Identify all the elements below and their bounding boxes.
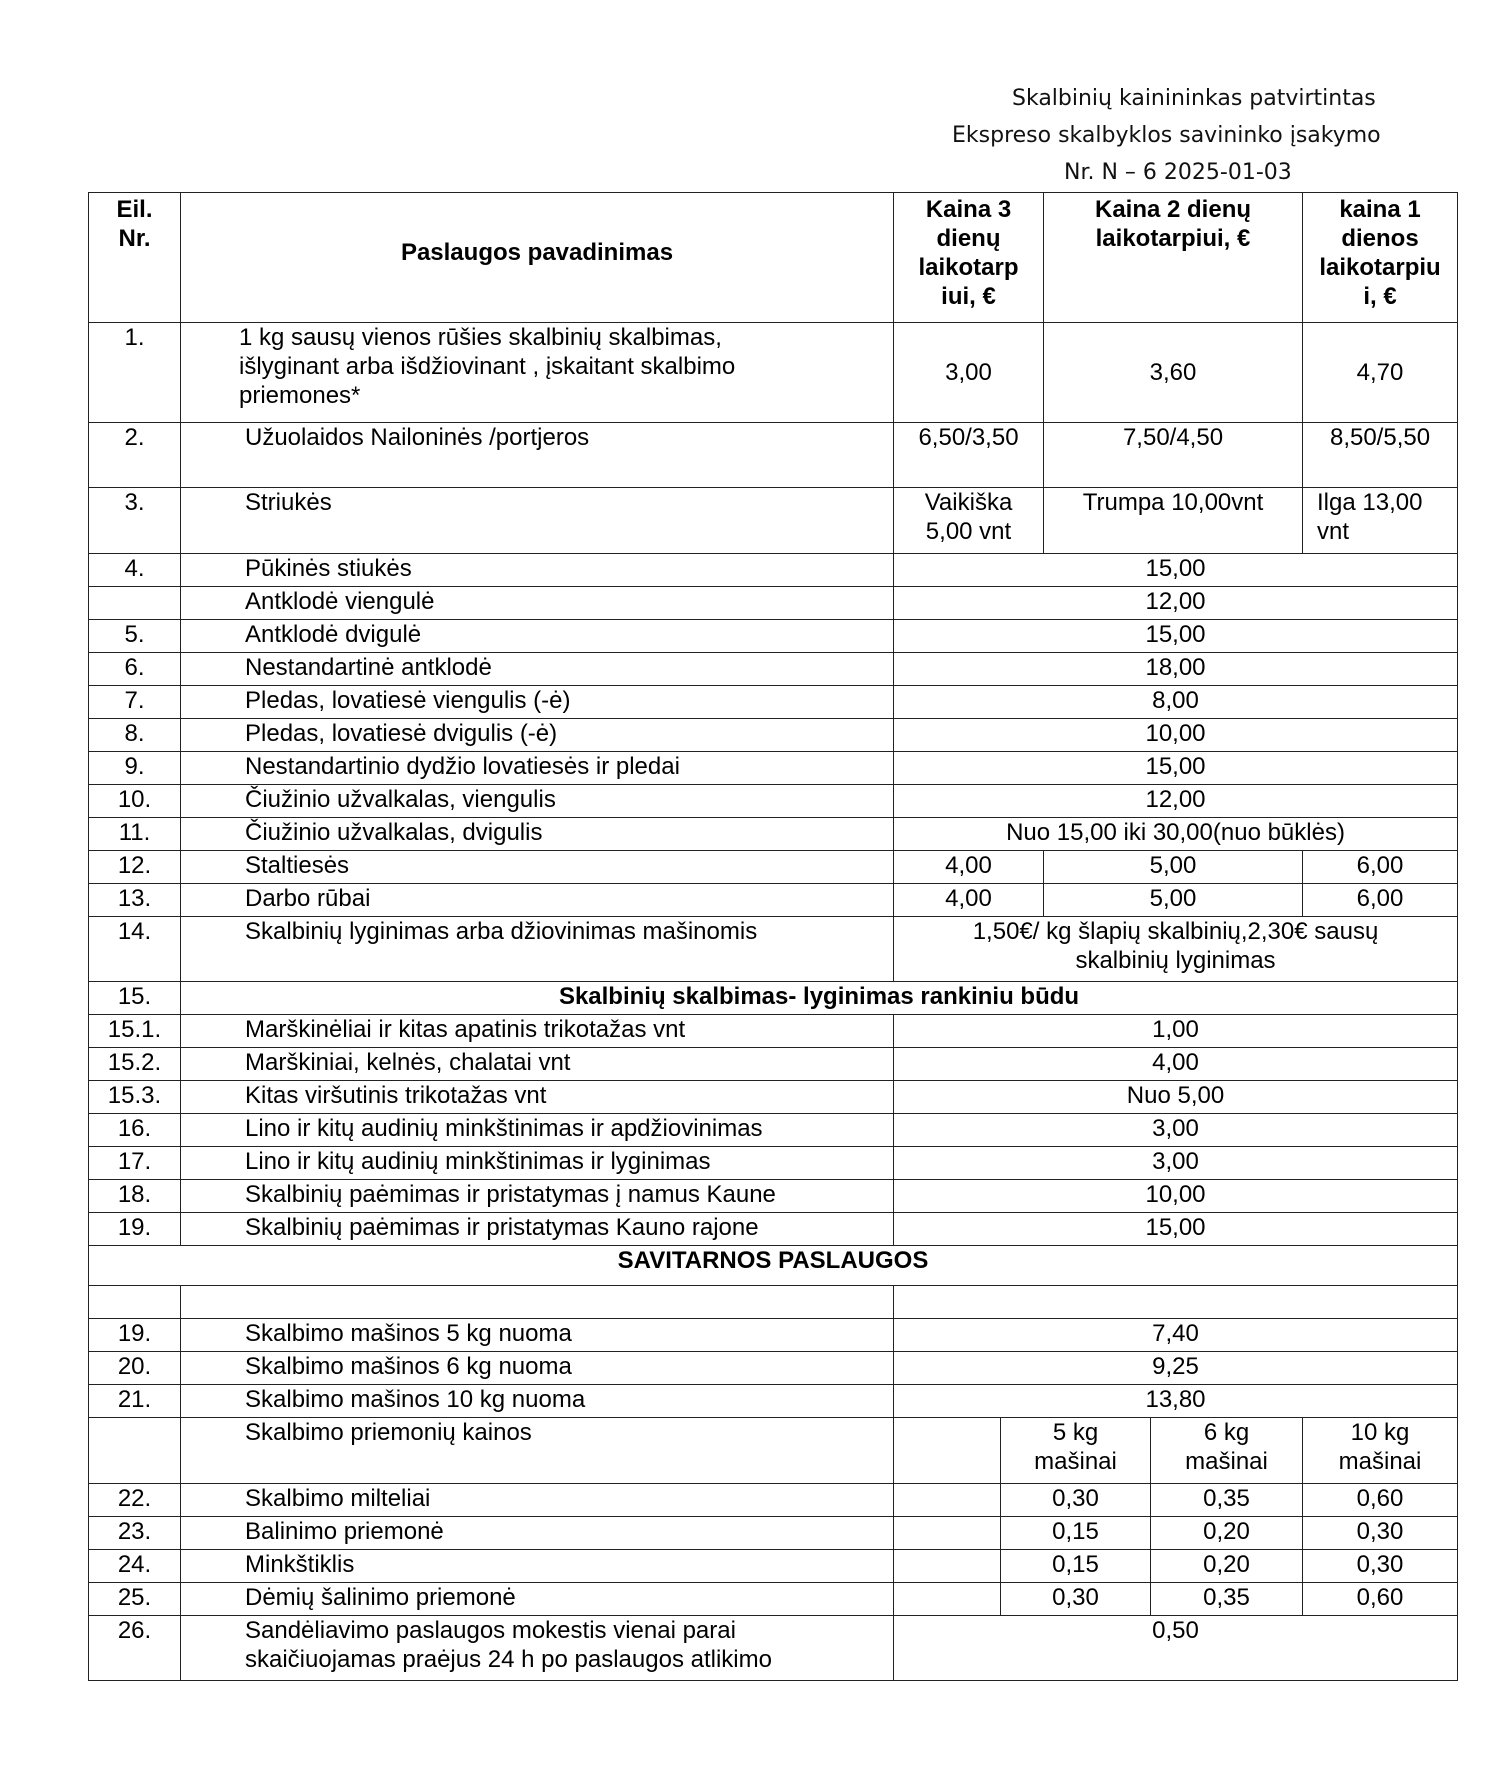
- table-row: [89, 620, 1458, 653]
- price: 8,00: [894, 686, 1458, 719]
- row-number: 25.: [89, 1583, 181, 1616]
- service-name: Pledas, lovatiesė viengulis (-ė): [181, 686, 894, 719]
- table-row: [89, 587, 1458, 620]
- table-row: [89, 1517, 1458, 1550]
- price-line: Ilga 13,00: [1317, 489, 1423, 516]
- self-service-title: SAVITARNOS PASLAUGOS: [89, 1246, 1458, 1286]
- header-nr-line: Eil.: [116, 196, 153, 223]
- price-3-days: 6,50/3,50: [894, 423, 1044, 488]
- empty-cell: [894, 1418, 1001, 1484]
- price-6kg: 0,20: [1151, 1517, 1303, 1550]
- table-row: [89, 917, 1458, 982]
- service-name: Skalbimo milteliai: [181, 1484, 894, 1517]
- header-10kg: [1303, 1418, 1458, 1484]
- row-number: 11.: [89, 818, 181, 851]
- table-row: [89, 1352, 1458, 1385]
- approval-line-1: Skalbinių kainininkas patvirtintas: [1012, 86, 1376, 111]
- service-name: Striukės: [181, 488, 894, 554]
- service-name-line: išlyginant arba išdžiovinant , įskaitant skalbimo: [239, 353, 736, 380]
- price-line: 1,50€/ kg šlapių skalbinių,2,30€ sausų: [972, 918, 1379, 945]
- price-5kg: 0,30: [1001, 1583, 1151, 1616]
- price: 0,50: [894, 1616, 1458, 1681]
- header-line: 5 kg: [1052, 1419, 1099, 1446]
- price: 15,00: [894, 1213, 1458, 1246]
- price-6kg: 0,20: [1151, 1550, 1303, 1583]
- price-2-days: 3,60: [1044, 323, 1303, 423]
- table-row: [89, 1213, 1458, 1246]
- table-row: [89, 423, 1458, 488]
- table-row: [89, 1048, 1458, 1081]
- table-row: [89, 1385, 1458, 1418]
- table-row: [89, 884, 1458, 917]
- price-line: Vaikiška: [924, 489, 1013, 516]
- price-2-days: 7,50/4,50: [1044, 423, 1303, 488]
- row-number: 15.1.: [89, 1015, 181, 1048]
- price: 15,00: [894, 620, 1458, 653]
- price: 12,00: [894, 587, 1458, 620]
- row-number: 24.: [89, 1550, 181, 1583]
- table-row: [89, 1583, 1458, 1616]
- price: 15,00: [894, 752, 1458, 785]
- service-name: Lino ir kitų audinių minkštinimas ir apdžiovinimas: [181, 1114, 894, 1147]
- table-row: [89, 653, 1458, 686]
- price: Nuo 15,00 iki 30,00(nuo būklės): [894, 818, 1458, 851]
- row-number: 22.: [89, 1484, 181, 1517]
- table-row: [89, 1319, 1458, 1352]
- service-name: Skalbimo mašinos 5 kg nuoma: [181, 1319, 894, 1352]
- empty-row: [89, 1286, 1458, 1319]
- approval-line-2: Ekspreso skalbyklos savininko įsakymo: [952, 123, 1381, 148]
- service-name: Antklodė viengulė: [181, 587, 894, 620]
- row-number: 12.: [89, 851, 181, 884]
- row-number: 5.: [89, 620, 181, 653]
- service-name-line: skaičiuojamas praėjus 24 h po paslaugos atlikimo: [245, 1646, 772, 1673]
- price-10kg: 0,60: [1303, 1484, 1458, 1517]
- header-line: 6 kg: [1203, 1419, 1250, 1446]
- header-name: Paslaugos pavadinimas: [181, 193, 894, 323]
- row-number: 6.: [89, 653, 181, 686]
- header-line: Kaina 2 dienų: [1094, 196, 1252, 223]
- price-1-day: 4,70: [1303, 323, 1458, 423]
- header-line: mašinai: [1338, 1448, 1422, 1475]
- header-line: iui, €: [941, 283, 996, 310]
- header-line: laikotarp: [918, 254, 1019, 281]
- service-name: Darbo rūbai: [181, 884, 894, 917]
- price-6kg: 0,35: [1151, 1484, 1303, 1517]
- service-name: Užuolaidos Nailoninės /portjeros: [181, 423, 894, 488]
- price-3-days: 4,00: [894, 884, 1044, 917]
- service-name: Staltiesės: [181, 851, 894, 884]
- price-6kg: 0,35: [1151, 1583, 1303, 1616]
- price: 10,00: [894, 719, 1458, 752]
- row-number: 15.3.: [89, 1081, 181, 1114]
- price: 15,00: [894, 554, 1458, 587]
- empty-cell: [181, 1286, 894, 1319]
- header-line: Kaina 3: [925, 196, 1012, 223]
- row-number: 1.: [89, 323, 181, 423]
- service-name: Pūkinės stiukės: [181, 554, 894, 587]
- price: 3,00: [894, 1114, 1458, 1147]
- row-number: 19.: [89, 1319, 181, 1352]
- header-line: laikotarpiu: [1319, 254, 1441, 281]
- table-row: [89, 1081, 1458, 1114]
- header-5kg: [1001, 1418, 1151, 1484]
- row-number: 19.: [89, 1213, 181, 1246]
- price-2-days: 5,00: [1044, 884, 1303, 917]
- empty-cell: [89, 1418, 181, 1484]
- service-name: Skalbinių paėmimas ir pristatymas Kauno rajone: [181, 1213, 894, 1246]
- price: 13,80: [894, 1385, 1458, 1418]
- header-price-2-days: [1044, 193, 1303, 323]
- section-header-row: [89, 1246, 1458, 1286]
- row-number: 26.: [89, 1616, 181, 1681]
- row-number: 13.: [89, 884, 181, 917]
- price-1-day: 6,00: [1303, 884, 1458, 917]
- service-name: Pledas, lovatiesė dvigulis (-ė): [181, 719, 894, 752]
- price-10kg: 0,60: [1303, 1583, 1458, 1616]
- price: 12,00: [894, 785, 1458, 818]
- price: 7,40: [894, 1319, 1458, 1352]
- header-line: dienos: [1341, 225, 1419, 252]
- price: [894, 917, 1458, 982]
- price: 4,00: [894, 1048, 1458, 1081]
- empty-cell: [894, 1583, 1001, 1616]
- header-line: laikotarpiui, €: [1095, 225, 1251, 252]
- price-line: skalbinių lyginimas: [1075, 947, 1276, 974]
- price: Nuo 5,00: [894, 1081, 1458, 1114]
- empty-cell: [894, 1286, 1458, 1319]
- detergent-header-row: [89, 1418, 1458, 1484]
- price-3-days: [894, 488, 1044, 554]
- section-title: Skalbinių skalbimas- lyginimas rankiniu būdu: [181, 982, 1458, 1015]
- empty-cell: [894, 1550, 1001, 1583]
- service-name: Kitas viršutinis trikotažas vnt: [181, 1081, 894, 1114]
- row-number: 16.: [89, 1114, 181, 1147]
- price-list-table: [88, 192, 1458, 1681]
- table-row: [89, 818, 1458, 851]
- header-nr: [89, 193, 181, 323]
- service-name: Skalbinių paėmimas ir pristatymas į namus Kaune: [181, 1180, 894, 1213]
- price: 18,00: [894, 653, 1458, 686]
- price: 3,00: [894, 1147, 1458, 1180]
- approval-line-3: Nr. N – 6 2025-01-03: [1064, 160, 1292, 185]
- header-line: i, €: [1363, 283, 1397, 310]
- service-name: Nestandartinio dydžio lovatiesės ir pledai: [181, 752, 894, 785]
- table-row: [89, 785, 1458, 818]
- header-price-1-day: [1303, 193, 1458, 323]
- price-3-days: 3,00: [894, 323, 1044, 423]
- empty-cell: [894, 1517, 1001, 1550]
- row-number: 2.: [89, 423, 181, 488]
- row-number: 4.: [89, 554, 181, 587]
- price-1-day: 8,50/5,50: [1303, 423, 1458, 488]
- table-row: [89, 719, 1458, 752]
- service-name: Nestandartinė antklodė: [181, 653, 894, 686]
- table-row: [89, 554, 1458, 587]
- row-number: 7.: [89, 686, 181, 719]
- table-row: [89, 851, 1458, 884]
- service-name-line: priemones*: [239, 382, 361, 409]
- service-name: Čiužinio užvalkalas, dvigulis: [181, 818, 894, 851]
- service-name: [181, 1616, 894, 1681]
- price: 1,00: [894, 1015, 1458, 1048]
- table-row: [89, 1484, 1458, 1517]
- price-10kg: 0,30: [1303, 1517, 1458, 1550]
- table-row: [89, 488, 1458, 554]
- row-number: 15.2.: [89, 1048, 181, 1081]
- price-2-days: Trumpa 10,00vnt: [1044, 488, 1303, 554]
- service-name: Skalbinių lyginimas arba džiovinimas mašinomis: [181, 917, 894, 982]
- row-number: 15.: [89, 982, 181, 1015]
- service-name: [181, 323, 894, 423]
- service-name-line: 1 kg sausų vienos rūšies skalbinių skalbimas,: [239, 324, 722, 351]
- service-name-line: Sandėliavimo paslaugos mokestis vienai parai: [245, 1617, 736, 1644]
- section-header-row: [89, 982, 1458, 1015]
- row-number: 21.: [89, 1385, 181, 1418]
- table-row: [89, 1015, 1458, 1048]
- service-name: Lino ir kitų audinių minkštinimas ir lyginimas: [181, 1147, 894, 1180]
- row-number: 23.: [89, 1517, 181, 1550]
- header-line: 10 kg: [1350, 1419, 1410, 1446]
- service-name: Minkštiklis: [181, 1550, 894, 1583]
- row-number: 20.: [89, 1352, 181, 1385]
- price: 9,25: [894, 1352, 1458, 1385]
- price: 10,00: [894, 1180, 1458, 1213]
- row-number: 9.: [89, 752, 181, 785]
- row-number: 8.: [89, 719, 181, 752]
- price-10kg: 0,30: [1303, 1550, 1458, 1583]
- price-2-days: 5,00: [1044, 851, 1303, 884]
- service-name: Dėmių šalinimo priemonė: [181, 1583, 894, 1616]
- empty-cell: [894, 1484, 1001, 1517]
- table-row: [89, 686, 1458, 719]
- service-name: Marškiniai, kelnės, chalatai vnt: [181, 1048, 894, 1081]
- table-row: [89, 1616, 1458, 1681]
- header-line: mašinai: [1034, 1448, 1117, 1475]
- row-number: 3.: [89, 488, 181, 554]
- service-name: Skalbimo mašinos 10 kg nuoma: [181, 1385, 894, 1418]
- service-name: Čiužinio užvalkalas, viengulis: [181, 785, 894, 818]
- table-row: [89, 1180, 1458, 1213]
- price-3-days: 4,00: [894, 851, 1044, 884]
- header-line: dienų: [936, 225, 1001, 252]
- table-row: [89, 1114, 1458, 1147]
- row-number: [89, 587, 181, 620]
- empty-cell: [89, 1286, 181, 1319]
- service-name: Antklodė dvigulė: [181, 620, 894, 653]
- table-row: [89, 1550, 1458, 1583]
- table-row: [89, 323, 1458, 423]
- row-number: 14.: [89, 917, 181, 982]
- table-row: [89, 1147, 1458, 1180]
- price-5kg: 0,15: [1001, 1550, 1151, 1583]
- detergents-label: Skalbimo priemonių kainos: [181, 1418, 894, 1484]
- header-6kg: [1151, 1418, 1303, 1484]
- service-name: Balinimo priemonė: [181, 1517, 894, 1550]
- header-price-3-days: [894, 193, 1044, 323]
- row-number: 18.: [89, 1180, 181, 1213]
- header-line: kaina 1: [1339, 196, 1421, 223]
- header-line: mašinai: [1185, 1448, 1268, 1475]
- service-name: Marškinėliai ir kitas apatinis trikotažas vnt: [181, 1015, 894, 1048]
- price-line: 5,00 vnt: [925, 518, 1012, 545]
- price-1-day: [1303, 488, 1458, 554]
- price-5kg: 0,30: [1001, 1484, 1151, 1517]
- header-row: [89, 193, 1458, 323]
- table-row: [89, 752, 1458, 785]
- row-number: 17.: [89, 1147, 181, 1180]
- row-number: 10.: [89, 785, 181, 818]
- price-line: vnt: [1317, 518, 1350, 545]
- header-nr-line: Nr.: [118, 225, 151, 252]
- price-1-day: 6,00: [1303, 851, 1458, 884]
- price-5kg: 0,15: [1001, 1517, 1151, 1550]
- service-name: Skalbimo mašinos 6 kg nuoma: [181, 1352, 894, 1385]
